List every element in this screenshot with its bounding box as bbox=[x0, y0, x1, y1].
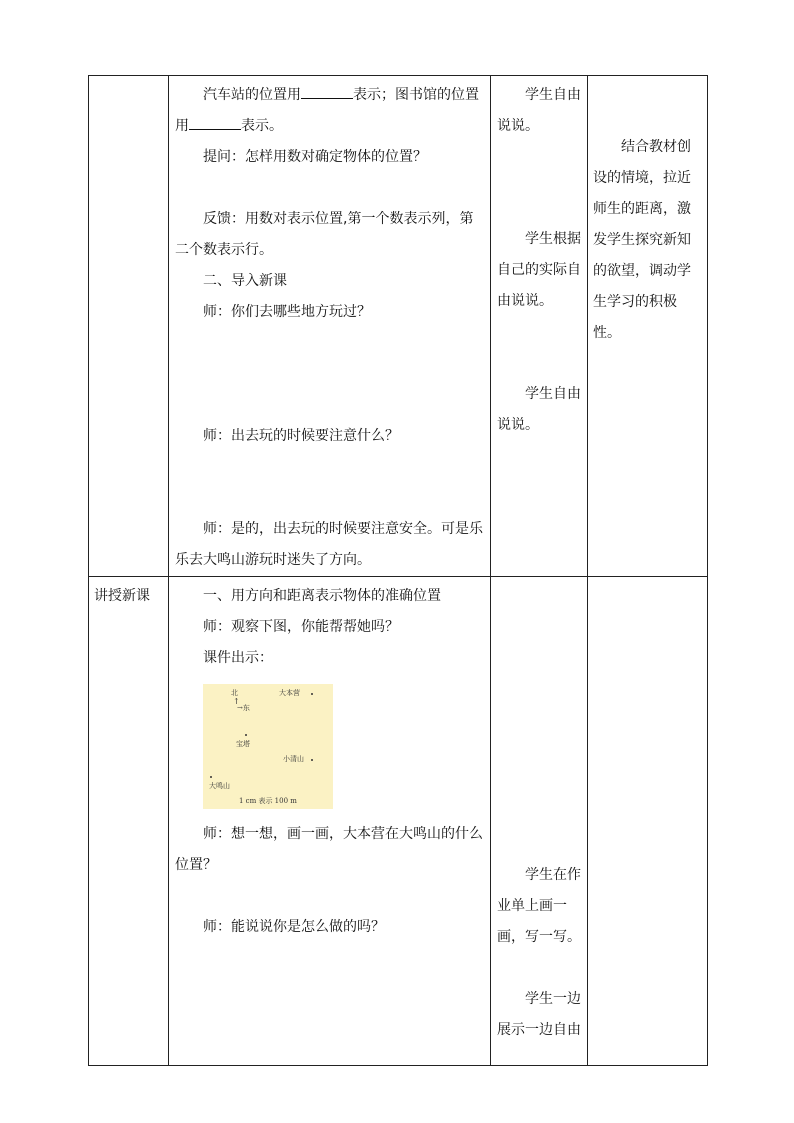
north-arrow-icon: ↑ bbox=[233, 697, 240, 706]
fill-blank bbox=[189, 113, 241, 130]
lesson-plan-table bbox=[88, 75, 708, 1066]
library-line bbox=[175, 111, 485, 142]
table-row bbox=[89, 577, 708, 1066]
fill-blank bbox=[301, 82, 353, 99]
design-purpose-text: 结合教材创设的情境，拉近师生的距离，激发学生探究新知的欲望，调动学生学习的积极性。 bbox=[593, 139, 691, 341]
text-fragment: 表示；图书馆的位置 bbox=[353, 87, 479, 103]
section-title: 二、导入新课 bbox=[203, 273, 287, 289]
map-label-east-text: 东 bbox=[242, 704, 250, 712]
teacher-question-places: 师：你们去哪些地方玩过？ bbox=[203, 304, 371, 320]
teacher-think-text: 师：想一想，画一画，大本营在大鸣山的什么位置？ bbox=[175, 826, 483, 873]
map-scale-label: 1 cm 表示 100 m bbox=[239, 797, 297, 805]
teacher-statement-safety: 师：是的，出去玩的时候要注意安全。可是乐乐去大鸣山游玩时迷失了方向。 bbox=[175, 521, 483, 568]
camp-point-icon bbox=[311, 693, 313, 695]
student-activity-cell bbox=[491, 577, 588, 1066]
map-label-pagoda: 宝塔 bbox=[236, 740, 250, 748]
text-fragment: 表示。 bbox=[241, 118, 283, 134]
student-activity-text: 学生在作业单上画一画，写一写。 bbox=[497, 867, 581, 945]
teacher-explain-text: 师：能说说你是怎么做的吗？ bbox=[203, 919, 385, 935]
bus-station-line bbox=[175, 80, 485, 111]
map-label-camp: 大本营 bbox=[279, 689, 300, 697]
content-cell bbox=[169, 76, 491, 577]
courseware-map-image bbox=[203, 684, 333, 809]
student-activity-text: 学生一边展示一边自由 bbox=[497, 991, 581, 1038]
feedback-text: 反馈：用数对表示位置,第一个数表示列，第二个数表示行。 bbox=[175, 211, 474, 258]
student-activity-text: 学生自由说说。 bbox=[497, 87, 581, 134]
map-label-north: 北 bbox=[231, 689, 238, 697]
map-label-east: →东 bbox=[237, 704, 250, 712]
table-row bbox=[89, 76, 708, 577]
text-fragment: 用 bbox=[175, 118, 189, 134]
student-activity-text: 学生根据自己的实际自由说说。 bbox=[497, 231, 581, 309]
teacher-question-attention: 师：出去玩的时候要注意什么？ bbox=[203, 428, 399, 444]
content-cell bbox=[169, 577, 491, 1066]
teacher-observe-text: 师：观察下图，你能帮帮她吗？ bbox=[203, 619, 399, 635]
map-label-mountain: 大鸣山 bbox=[209, 782, 230, 790]
section-title: 一、用方向和距离表示物体的准确位置 bbox=[203, 588, 441, 604]
courseware-label: 课件出示： bbox=[203, 650, 273, 666]
student-activity-cell bbox=[491, 76, 588, 577]
pagoda-point-icon bbox=[245, 734, 247, 736]
hill-point-icon bbox=[311, 759, 313, 761]
stage-label: 讲授新课 bbox=[94, 588, 150, 604]
design-purpose-cell bbox=[588, 76, 708, 577]
stage-cell bbox=[89, 76, 169, 577]
text-fragment: 汽车站的位置用 bbox=[203, 87, 301, 103]
stage-cell bbox=[89, 577, 169, 1066]
mountain-point-icon bbox=[210, 776, 212, 778]
design-purpose-cell bbox=[588, 577, 708, 1066]
student-activity-text: 学生自由说说。 bbox=[497, 386, 581, 433]
question-text: 提问：怎样用数对确定物体的位置？ bbox=[203, 149, 427, 165]
map-label-hill: 小清山 bbox=[283, 755, 304, 763]
